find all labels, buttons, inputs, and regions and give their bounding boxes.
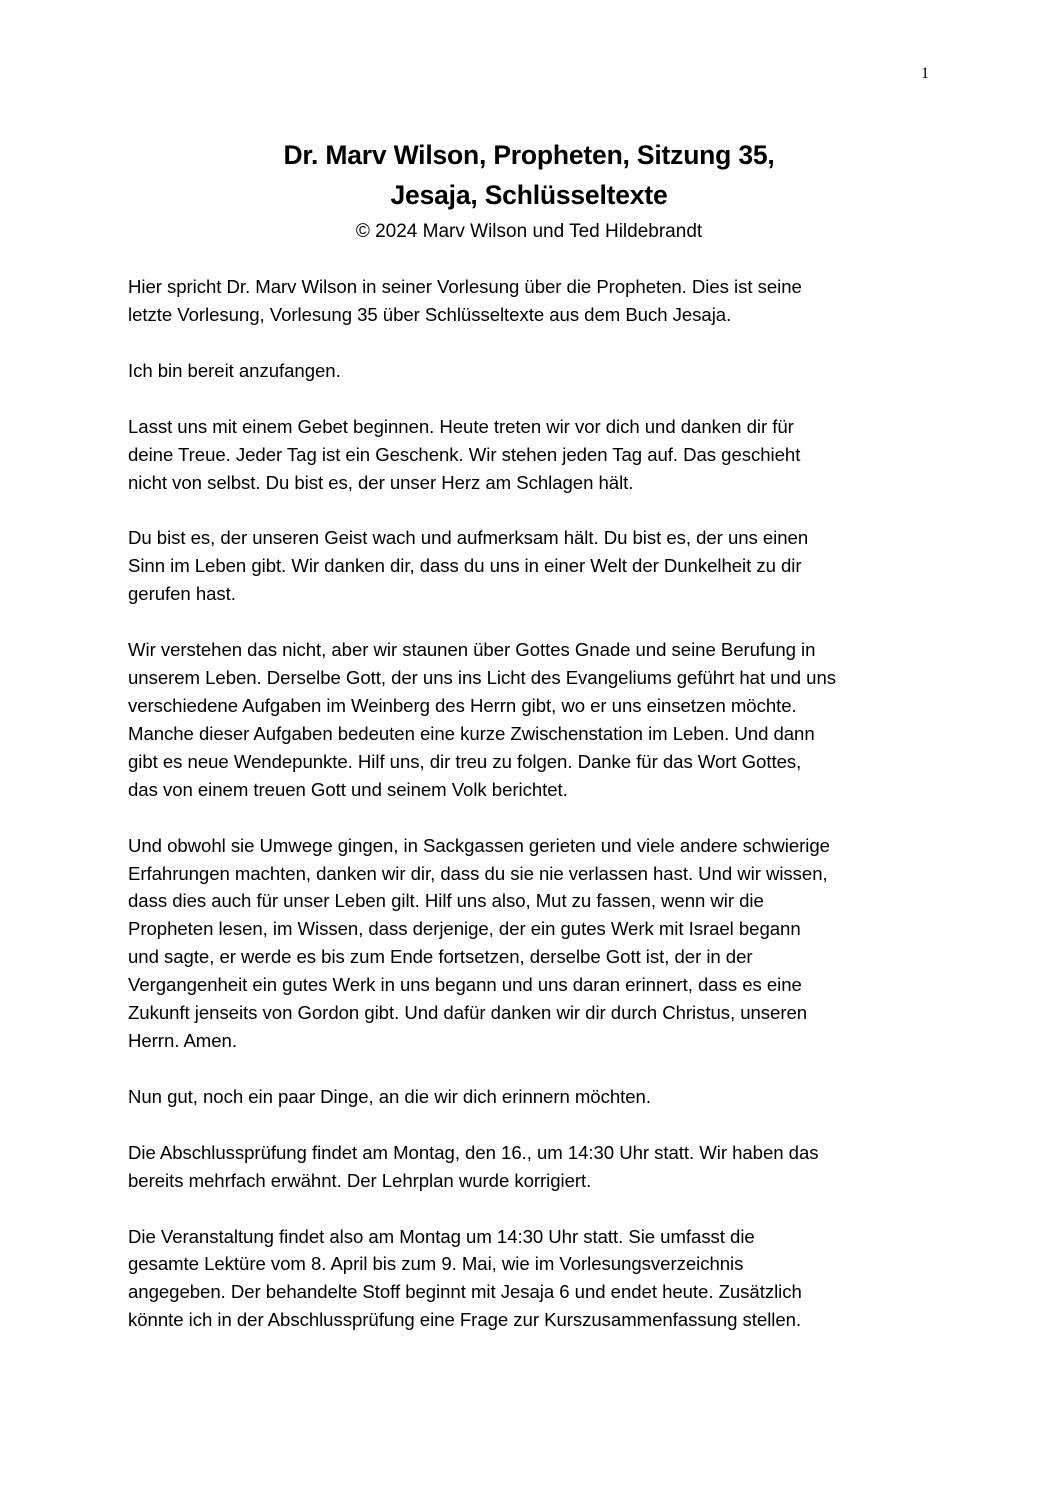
paragraph-intro: Hier spricht Dr. Marv Wilson in seiner Vorlesung über die Propheten. Dies ist seine letzte Vorlesung, Vorlesung 35 über Schlüsseltexte aus dem Buch Jesaja. bbox=[128, 276, 802, 325]
page-number: 1 bbox=[921, 65, 929, 82]
document-title-line-2: Jesaja, Schlüsseltexte bbox=[390, 180, 668, 210]
document-title-line-1: Dr. Marv Wilson, Propheten, Sitzung 35, bbox=[283, 140, 775, 170]
copyright-notice: © 2024 Marv Wilson und Ted Hildebrandt bbox=[355, 221, 703, 242]
paragraph-exam-details: Die Veranstaltung findet also am Montag um 14:30 Uhr statt. Sie umfasst die gesamte Lektüre vom 8. April bis zum 9. Mai, wie im Vorlesungsverzeichnis angegeben. Der behandelte Stoff beginnt mit Jesaja 6 und endet heute. Zusätzlich könnte ich in der Abschlussprüfung eine Frage zur Kurszusammenfassung stellen. bbox=[128, 1225, 802, 1331]
paragraph-prayer-3: Wir verstehen das nicht, aber wir staunen über Gottes Gnade und seine Berufung in unserem Leben. Derselbe Gott, der uns ins Licht des Evangeliums geführt hat und uns verschiedene Aufgaben im Weinberg des Herrn gibt, wo er uns einsetzen möchte. Manche dieser Aufgaben bedeuten eine kurze Zwischenstation im Leben. Und dann gibt es neue Wendepunkte. Hilf uns, dir treu zu folgen. Danke für das Wort Gottes, das von einem treuen Gott und seinem Volk berichtet. bbox=[128, 639, 836, 800]
paragraph-prayer-2: Du bist es, der unseren Geist wach und aufmerksam hält. Du bist es, der uns einen Sinn im Leben gibt. Wir danken dir, dass du uns in einer Welt der Dunkelheit zu dir gerufen hast. bbox=[128, 527, 809, 605]
paragraph-ready: Ich bin bereit anzufangen. bbox=[128, 359, 341, 381]
document-body bbox=[128, 273, 940, 1362]
paragraph-prayer-1: Lasst uns mit einem Gebet beginnen. Heute treten wir vor dich und danken dir für deine Treue. Jeder Tag ist ein Geschenk. Wir stehen jeden Tag auf. Das geschieht nicht von selbst. Du bist es, der unser Herz am Schlagen hält. bbox=[128, 415, 801, 493]
paragraph-prayer-4: Und obwohl sie Umwege gingen, in Sackgassen gerieten und viele andere schwierige Erfahrungen machten, danken wir dir, dass du sie nie verlassen hast. Und wir wissen, dass dies auch für unser Leben gilt. Hilf uns also, Mut zu fassen, wenn wir die Propheten lesen, im Wissen, dass derjenige, der ein gutes Werk mit Israel begann und sagte, er werde es bis zum Ende fortsetzen, derselbe Gott ist, der in der Vergangenheit ein gutes Werk in uns begann und uns daran erinnert, dass es eine Zukunft jenseits von Gordon gibt. Und dafür danken wir dir durch Christus, unseren Herrn. Amen. bbox=[128, 834, 830, 1051]
paragraph-reminders: Nun gut, noch ein paar Dinge, an die wir dich erinnern möchten. bbox=[128, 1085, 651, 1107]
paragraph-final-exam: Die Abschlussprüfung findet am Montag, den 16., um 14:30 Uhr statt. Wir haben das bereits mehrfach erwähnt. Der Lehrplan wurde korrigiert. bbox=[128, 1141, 819, 1191]
title-block bbox=[0, 135, 1058, 246]
